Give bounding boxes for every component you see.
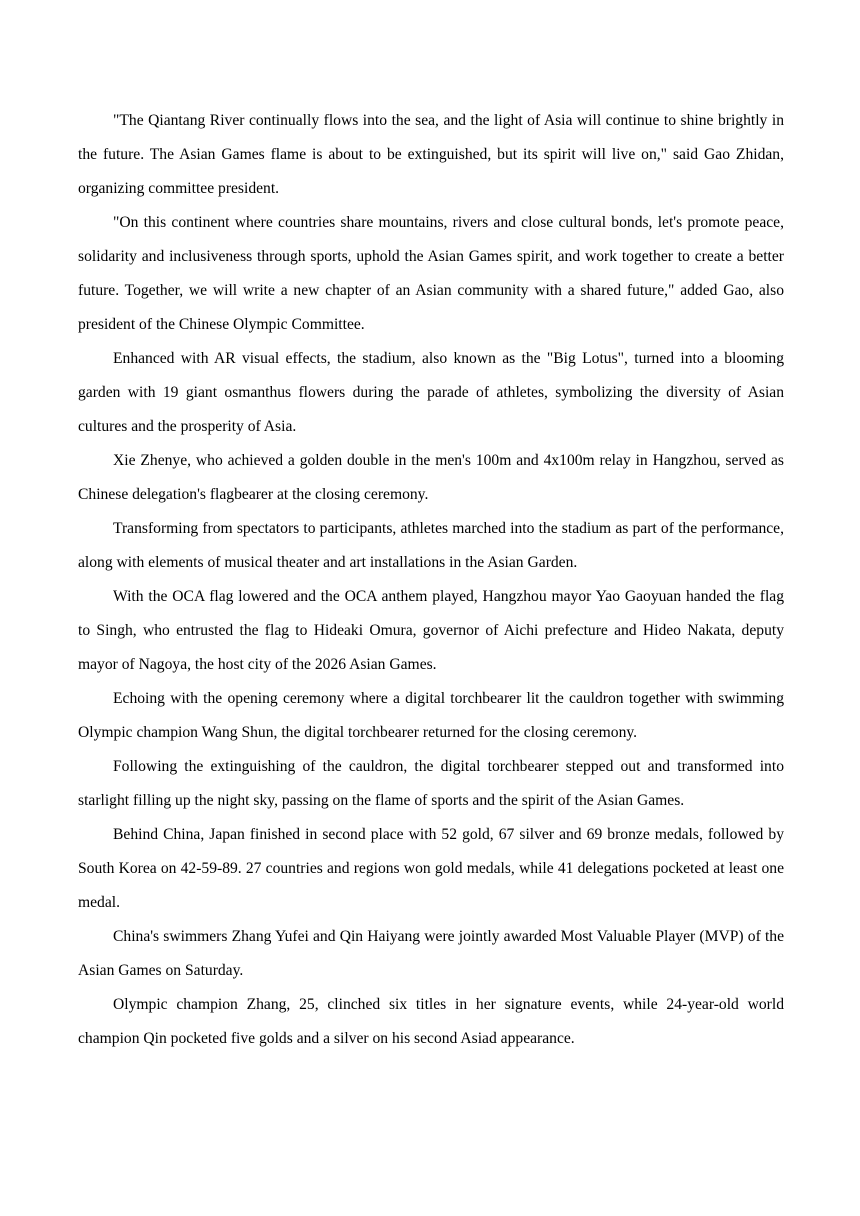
paragraph: "The Qiantang River continually flows into the sea, and the light of Asia will continue to shine brightly in the future. The Asian Games flame is about to be extinguished, but its spirit will live on," said Gao Zhidan, organizing committee president. [78,112,784,197]
paragraph: "On this continent where countries share mountains, rivers and close cultural bonds, let's promote peace, solidarity and inclusiveness through sports, uphold the Asian Games spirit, and work together to create a better future. Together, we will write a new chapter of an Asian community with a shared future," added Gao, also president of the Chinese Olympic Committee. [78,214,784,333]
paragraph: China's swimmers Zhang Yufei and Qin Haiyang were jointly awarded Most Valuable Player (MVP) of the Asian Games on Saturday. [78,928,784,979]
paragraph: Olympic champion Zhang, 25, clinched six titles in her signature events, while 24-year-old world champion Qin pocketed five golds and a silver on his second Asiad appearance. [78,996,784,1047]
paragraph: Following the extinguishing of the cauldron, the digital torchbearer stepped out and transformed into starlight filling up the night sky, passing on the flame of sports and the spirit of the Asian Games. [78,758,784,809]
paragraph: Echoing with the opening ceremony where a digital torchbearer lit the cauldron together with swimming Olympic champion Wang Shun, the digital torchbearer returned for the closing ceremony. [78,690,784,741]
paragraph: Xie Zhenye, who achieved a golden double in the men's 100m and 4x100m relay in Hangzhou, served as Chinese delegation's flagbearer at the closing ceremony. [78,452,784,503]
paragraph: Transforming from spectators to participants, athletes marched into the stadium as part of the performance, along with elements of musical theater and art installations in the Asian Garden. [78,520,784,571]
paragraph: With the OCA flag lowered and the OCA anthem played, Hangzhou mayor Yao Gaoyuan handed the flag to Singh, who entrusted the flag to Hideaki Omura, governor of Aichi prefecture and Hideo Nakata, deputy mayor of Nagoya, the host city of the 2026 Asian Games. [78,588,784,673]
paragraph: Enhanced with AR visual effects, the stadium, also known as the "Big Lotus", turned into a blooming garden with 19 giant osmanthus flowers during the parade of athletes, symbolizing the diversity of Asian cultures and the prosperity of Asia. [78,350,784,435]
document-body [78,104,784,1056]
paragraph: Behind China, Japan finished in second place with 52 gold, 67 silver and 69 bronze medals, followed by South Korea on 42-59-89. 27 countries and regions won gold medals, while 41 delegations pocketed at least one medal. [78,826,784,911]
